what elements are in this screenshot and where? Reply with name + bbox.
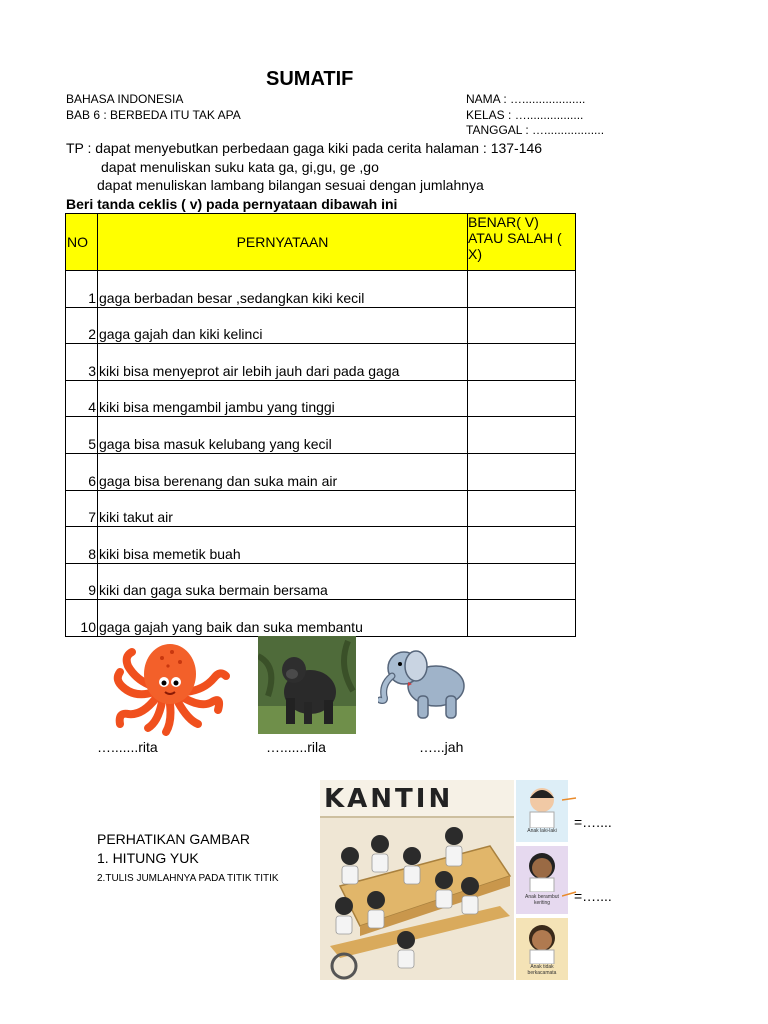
header-statement: PERNYATAAN [98, 214, 468, 271]
answer-cell[interactable] [468, 380, 576, 417]
side-panel-curly [516, 846, 568, 914]
side-panel-noglasses [516, 918, 568, 980]
table-row [66, 490, 576, 527]
child-no-glasses-icon [516, 918, 568, 964]
canteen-sign-text: KANTIN [324, 784, 454, 814]
header-answer: BENAR( V) ATAU SALAH ( X) [468, 214, 576, 271]
side-label-noglasses: Anak tidak berkacamata [527, 964, 557, 976]
row-statement: gaga gajah dan kiki kelinci [98, 307, 468, 344]
boy-icon [516, 780, 568, 828]
row-statement: kiki bisa memetik buah [98, 527, 468, 564]
row-number: 8 [66, 527, 98, 564]
answer-cell[interactable] [468, 527, 576, 564]
answer-blank-2[interactable]: =….... [574, 888, 612, 904]
elephant-image [378, 640, 470, 724]
learning-objective-1: TP : dapat menyebutkan perbedaan gaga kiki pada cerita halaman : 137-146 [66, 140, 543, 156]
table-row [66, 344, 576, 381]
answer-blank-1[interactable]: =….... [574, 814, 612, 830]
table-row [66, 600, 576, 637]
table-row [66, 271, 576, 308]
row-number: 4 [66, 380, 98, 417]
answer-cell[interactable] [468, 453, 576, 490]
row-statement: kiki dan gaga suka bermain bersama [98, 563, 468, 600]
table-row [66, 307, 576, 344]
children-eating-scene [320, 816, 514, 980]
caption-gorilla: ….......rila [266, 739, 326, 755]
table-row [66, 380, 576, 417]
learning-objective-2: dapat menuliskan suku kata ga, gi,gu, ge ,go [101, 159, 379, 175]
row-number: 10 [66, 600, 98, 637]
row-number: 1 [66, 271, 98, 308]
row-statement: gaga berbadan besar ,sedangkan kiki kecil [98, 271, 468, 308]
observe-heading: PERHATIKAN GAMBAR [97, 831, 250, 847]
answer-cell[interactable] [468, 490, 576, 527]
caption-octopus: ….......rita [97, 739, 158, 755]
count-heading: 1. HITUNG YUK [97, 850, 199, 866]
row-number: 5 [66, 417, 98, 454]
learning-objective-3: dapat menuliskan lambang bilangan sesuai dengan jumlahnya [97, 177, 484, 193]
side-panel-boy [516, 780, 568, 842]
instruction: Beri tanda ceklis ( v) pada pernyataan dibawah ini [66, 196, 398, 212]
write-instruction: 2.TULIS JUMLAHNYA PADA TITIK TITIK [97, 873, 279, 884]
chapter-label: BAB 6 : BERBEDA ITU TAK APA [66, 108, 241, 122]
gorilla-image [258, 636, 356, 734]
name-field[interactable]: NAMA : …................... [466, 92, 586, 106]
curly-hair-child-icon [516, 846, 568, 892]
row-statement: kiki takut air [98, 490, 468, 527]
header-no: NO [66, 214, 98, 271]
statement-table [65, 213, 576, 637]
row-number: 9 [66, 563, 98, 600]
row-statement: gaga bisa masuk kelubang yang kecil [98, 417, 468, 454]
table-row [66, 527, 576, 564]
canteen-illustration [320, 780, 514, 980]
answer-cell[interactable] [468, 563, 576, 600]
row-number: 7 [66, 490, 98, 527]
answer-cell[interactable] [468, 307, 576, 344]
date-field[interactable]: TANGGAL : ….................. [466, 123, 605, 137]
row-statement: kiki bisa menyeprot air lebih jauh dari pada gaga [98, 344, 468, 381]
table-header-row [66, 214, 576, 271]
side-label-curly: Anak berambut keriting [525, 894, 559, 906]
row-statement: gaga bisa berenang dan suka main air [98, 453, 468, 490]
row-number: 6 [66, 453, 98, 490]
octopus-image [106, 636, 230, 736]
caption-elephant: …...jah [419, 739, 464, 755]
row-statement: gaga gajah yang baik dan suka membantu [98, 600, 468, 637]
answer-cell[interactable] [468, 344, 576, 381]
page-title: SUMATIF [266, 68, 354, 90]
answer-cell[interactable] [468, 417, 576, 454]
row-number: 2 [66, 307, 98, 344]
side-label-boy: Anak laki-laki [527, 828, 557, 834]
table-row [66, 563, 576, 600]
table-row [66, 453, 576, 490]
table-row [66, 417, 576, 454]
row-statement: kiki bisa mengambil jambu yang tinggi [98, 380, 468, 417]
subject-label: BAHASA INDONESIA [66, 92, 184, 106]
answer-cell[interactable] [468, 600, 576, 637]
row-number: 3 [66, 344, 98, 381]
answer-cell[interactable] [468, 271, 576, 308]
class-field[interactable]: KELAS : …................. [466, 108, 584, 122]
